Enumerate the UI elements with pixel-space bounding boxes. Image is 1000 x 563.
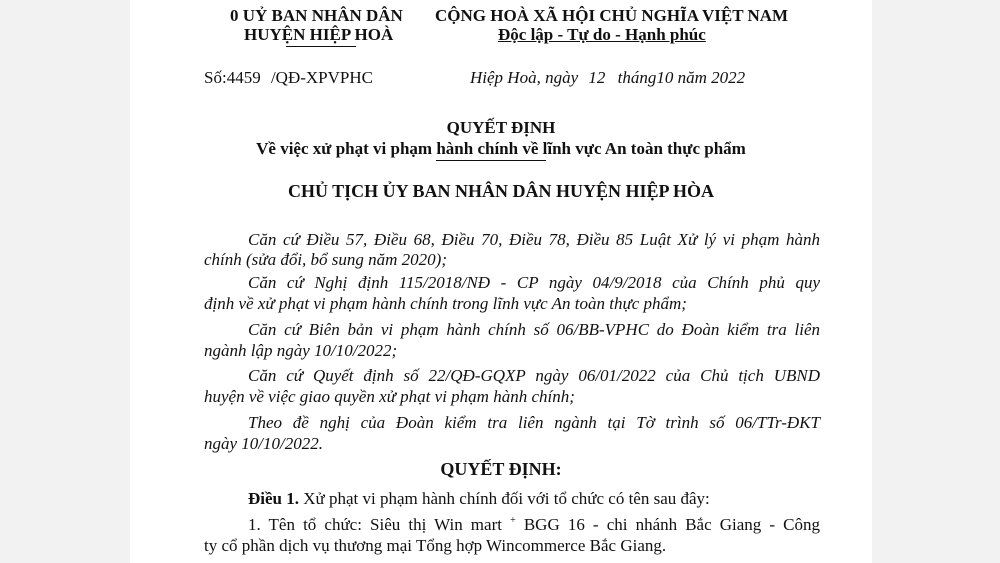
national-title: CỘNG HOÀ XÃ HỘI CHỦ NGHĨA VIỆT NAM xyxy=(435,6,789,25)
item-1-rest: BGG 16 - chi nhánh Bắc Giang - Công xyxy=(523,515,821,534)
number-suffix: /QĐ-XPVPHC xyxy=(270,68,373,87)
basis-3-line1: Căn cứ Biên bản vi phạm hành chính số 06/BB-VPHC do Đoàn kiểm tra liên xyxy=(248,320,820,339)
date-place: Hiệp Hoà, ngày xyxy=(470,68,579,87)
item-1-line1 xyxy=(248,515,820,535)
article-1-label: Điều 1. xyxy=(248,489,299,508)
basis-4-line1: Căn cứ Quyết định số 22/QĐ-GQXP ngày 06/01/2022 của Chủ tịch UBND xyxy=(248,366,820,385)
document-number xyxy=(204,68,373,88)
basis-2-line2: định về xử phạt vi phạm hành chính trong lĩnh vực An toàn thực phẩm; xyxy=(204,294,687,313)
basis-2-line1: Căn cứ Nghị định 115/2018/NĐ - CP ngày 04/9/2018 của Chính phủ quy xyxy=(248,273,820,292)
decision-heading: QUYẾT ĐỊNH: xyxy=(440,459,562,479)
article-1 xyxy=(248,489,710,509)
document-date xyxy=(470,68,745,88)
date-month: 10 xyxy=(656,68,674,87)
issuing-authority: CHỦ TỊCH ỦY BAN NHÂN DÂN HUYỆN HIỆP HÒA xyxy=(287,181,715,201)
item-1-superscript: + xyxy=(510,515,516,526)
issuer-line2: HUYỆN HIỆP HOÀ xyxy=(244,25,394,44)
basis-1-line2: chính (sửa đổi, bổ sung năm 2020); xyxy=(204,250,448,269)
basis-5-line2: ngày 10/10/2022. xyxy=(204,434,323,453)
basis-5-line1: Theo đề nghị của Đoàn kiểm tra liên ngành tại Tờ trình số 06/TTr-ĐKT xyxy=(248,413,820,432)
issuer-line1: 0 UỶ BAN NHÂN DÂN xyxy=(230,6,403,25)
document-title: QUYẾT ĐỊNH xyxy=(446,118,556,137)
national-motto: Độc lập - Tự do - Hạnh phúc xyxy=(498,25,706,44)
number-value: 4459 xyxy=(226,68,261,87)
issuer-underline xyxy=(286,46,356,47)
basis-1-line1: Căn cứ Điều 57, Điều 68, Điều 70, Điều 78, Điều 85 Luật Xử lý vi phạm hành xyxy=(248,230,820,249)
date-day: 12 xyxy=(588,68,606,87)
basis-3-line2: ngành lập ngày 10/10/2022; xyxy=(204,341,398,360)
document-subject: Về việc xử phạt vi phạm hành chính về lĩnh vực An toàn thực phẩm xyxy=(256,139,746,158)
number-prefix: Số: xyxy=(204,68,227,87)
article-1-text: Xử phạt vi phạm hành chính đối với tổ chức có tên sau đây: xyxy=(303,489,710,508)
basis-4-line2: huyện về việc giao quyền xử phạt vi phạm hành chính; xyxy=(204,387,575,406)
document-page xyxy=(130,0,872,563)
subject-underline xyxy=(436,160,546,161)
item-1-start: 1. Tên tổ chức: Siêu thị Win mart xyxy=(248,515,502,534)
date-year: năm 2022 xyxy=(677,68,746,87)
item-1-line2: ty cổ phần dịch vụ thương mại Tổng hợp Wincommerce Bắc Giang. xyxy=(204,536,667,555)
date-month-label: tháng xyxy=(617,68,657,87)
